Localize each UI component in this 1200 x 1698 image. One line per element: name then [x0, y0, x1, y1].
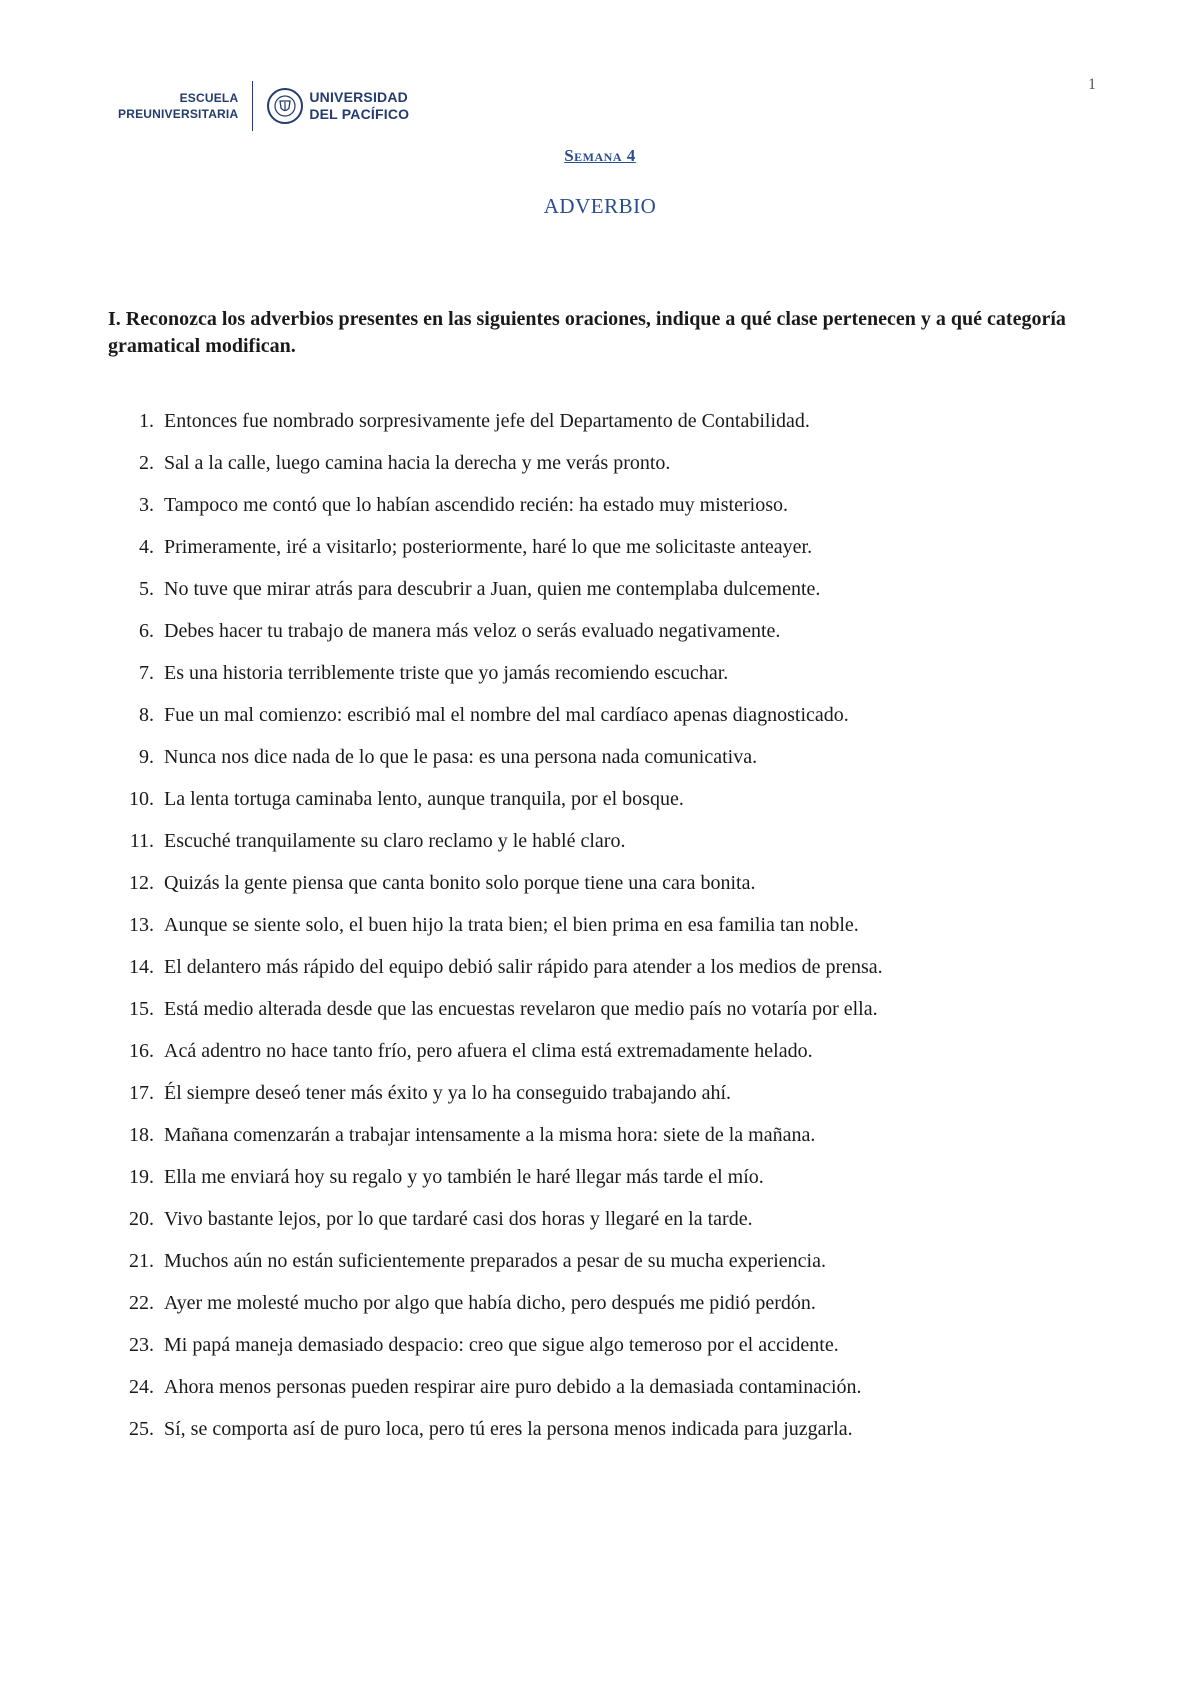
item-number: 17.: [129, 1082, 154, 1104]
list-item: [108, 526, 1102, 568]
item-text: Debes hacer tu trabajo de manera más veloz o serás evaluado negativamente.: [164, 620, 781, 642]
item-text: Sal a la calle, luego camina hacia la derecha y me verás pronto.: [164, 452, 671, 474]
item-text: Es una historia terriblemente triste que yo jamás recomiendo escuchar.: [164, 662, 729, 684]
list-item: [108, 904, 1102, 946]
item-number: 20.: [129, 1208, 154, 1230]
item-text: Ella me enviará hoy su regalo y yo también le haré llegar más tarde el mío.: [164, 1166, 764, 1188]
item-number: 6.: [139, 620, 154, 642]
item-number: 12.: [129, 872, 154, 894]
list-item: [108, 1156, 1102, 1198]
item-number: 7.: [139, 662, 154, 684]
list-item: [108, 694, 1102, 736]
item-text: Él siempre deseó tener más éxito y ya lo ha conseguido trabajando ahí.: [164, 1082, 732, 1104]
list-item: [108, 736, 1102, 778]
item-number: 11.: [129, 830, 154, 852]
list-item: [108, 1324, 1102, 1366]
page-title: ADVERBIO: [543, 194, 657, 218]
list-item: [108, 1114, 1102, 1156]
list-item: [108, 568, 1102, 610]
header-logo: [118, 76, 409, 136]
item-text: Ayer me molesté mucho por algo que había dicho, pero después me pidió perdón.: [164, 1292, 816, 1314]
list-item: [108, 862, 1102, 904]
university-name: [309, 89, 409, 123]
list-item: [108, 946, 1102, 988]
item-number: 15.: [129, 998, 154, 1020]
item-number: 21.: [129, 1250, 154, 1272]
item-text: Quizás la gente piensa que canta bonito solo porque tiene una cara bonita.: [164, 872, 756, 894]
list-item: [108, 610, 1102, 652]
item-text: Acá adentro no hace tanto frío, pero afuera el clima está extremadamente helado.: [164, 1040, 813, 1062]
list-item: [108, 442, 1102, 484]
item-text: No tuve que mirar atrás para descubrir a Juan, quien me contemplaba dulcemente.: [164, 578, 821, 600]
item-number: 9.: [139, 746, 154, 768]
week-heading: Semana 4: [564, 146, 636, 165]
university-seal-icon: [267, 88, 303, 124]
logo-divider: [252, 81, 253, 131]
list-item: [108, 484, 1102, 526]
item-text: Mi papá maneja demasiado despacio: creo que sigue algo temeroso por el accidente.: [164, 1334, 839, 1356]
list-item: [108, 652, 1102, 694]
list-item: [108, 400, 1102, 442]
item-text: Está medio alterada desde que las encuestas revelaron que medio país no votaría por ella.: [164, 998, 878, 1020]
item-number: 24.: [129, 1376, 154, 1398]
item-number: 3.: [139, 494, 154, 516]
item-text: Sí, se comporta así de puro loca, pero tú eres la persona menos indicada para juzgarla.: [164, 1418, 853, 1440]
item-text: Ahora menos personas pueden respirar aire puro debido a la demasiada contaminación.: [164, 1376, 862, 1398]
list-item: [108, 1198, 1102, 1240]
item-text: Escuché tranquilamente su claro reclamo y le hablé claro.: [164, 830, 626, 852]
list-item: [108, 1408, 1102, 1450]
item-text: El delantero más rápido del equipo debió salir rápido para atender a los medios de prensa.: [164, 956, 883, 978]
item-number: 1.: [139, 410, 154, 432]
item-text: Aunque se siente solo, el buen hijo la trata bien; el bien prima en esa familia tan noble.: [164, 914, 859, 936]
item-text: Muchos aún no están suficientemente preparados a pesar de su mucha experiencia.: [164, 1250, 826, 1272]
university-name-line1: UNIVERSIDAD: [309, 89, 408, 105]
item-text: Tampoco me contó que lo habían ascendido recién: ha estado muy misterioso.: [164, 494, 788, 516]
list-item: [108, 820, 1102, 862]
item-number: 2.: [139, 452, 154, 474]
list-item: [108, 1366, 1102, 1408]
item-number: 25.: [129, 1418, 154, 1440]
school-name: [118, 90, 238, 122]
school-name-line1: ESCUELA: [179, 91, 239, 105]
list-item: [108, 988, 1102, 1030]
item-number: 14.: [129, 956, 154, 978]
item-number: 22.: [129, 1292, 154, 1314]
item-number: 18.: [129, 1124, 154, 1146]
list-item: [108, 1282, 1102, 1324]
item-text: Primeramente, iré a visitarlo; posteriormente, haré lo que me solicitaste anteayer.: [164, 536, 813, 558]
item-text: Fue un mal comienzo: escribió mal el nombre del mal cardíaco apenas diagnosticado.: [164, 704, 849, 726]
page-number: 1: [1088, 76, 1096, 93]
item-number: 23.: [129, 1334, 154, 1356]
list-item: [108, 778, 1102, 820]
item-number: 13.: [129, 914, 154, 936]
list-item: [108, 1072, 1102, 1114]
item-number: 19.: [129, 1166, 154, 1188]
exercise-instruction: I. Reconozca los adverbios presentes en las siguientes oraciones, indique a qué clase pertenecen y a qué categoría gramatical modifican.: [108, 308, 1066, 357]
item-text: Vivo bastante lejos, por lo que tardaré casi dos horas y llegaré en la tarde.: [164, 1208, 753, 1230]
item-text: Mañana comenzarán a trabajar intensamente a la misma hora: siete de la mañana.: [164, 1124, 816, 1146]
university-name-line2: DEL PACÍFICO: [309, 106, 410, 122]
item-number: 5.: [139, 578, 154, 600]
list-item: [108, 1240, 1102, 1282]
item-text: Entonces fue nombrado sorpresivamente jefe del Departamento de Contabilidad.: [164, 410, 810, 432]
item-number: 16.: [129, 1040, 154, 1062]
school-name-line2: PREUNIVERSITARIA: [118, 107, 239, 121]
list-item: [108, 1030, 1102, 1072]
item-number: 8.: [139, 704, 154, 726]
sentence-list: [108, 400, 1102, 1450]
item-number: 4.: [139, 536, 154, 558]
item-text: Nunca nos dice nada de lo que le pasa: es una persona nada comunicativa.: [164, 746, 758, 768]
item-number: 10.: [129, 788, 154, 810]
item-text: La lenta tortuga caminaba lento, aunque tranquila, por el bosque.: [164, 788, 684, 810]
